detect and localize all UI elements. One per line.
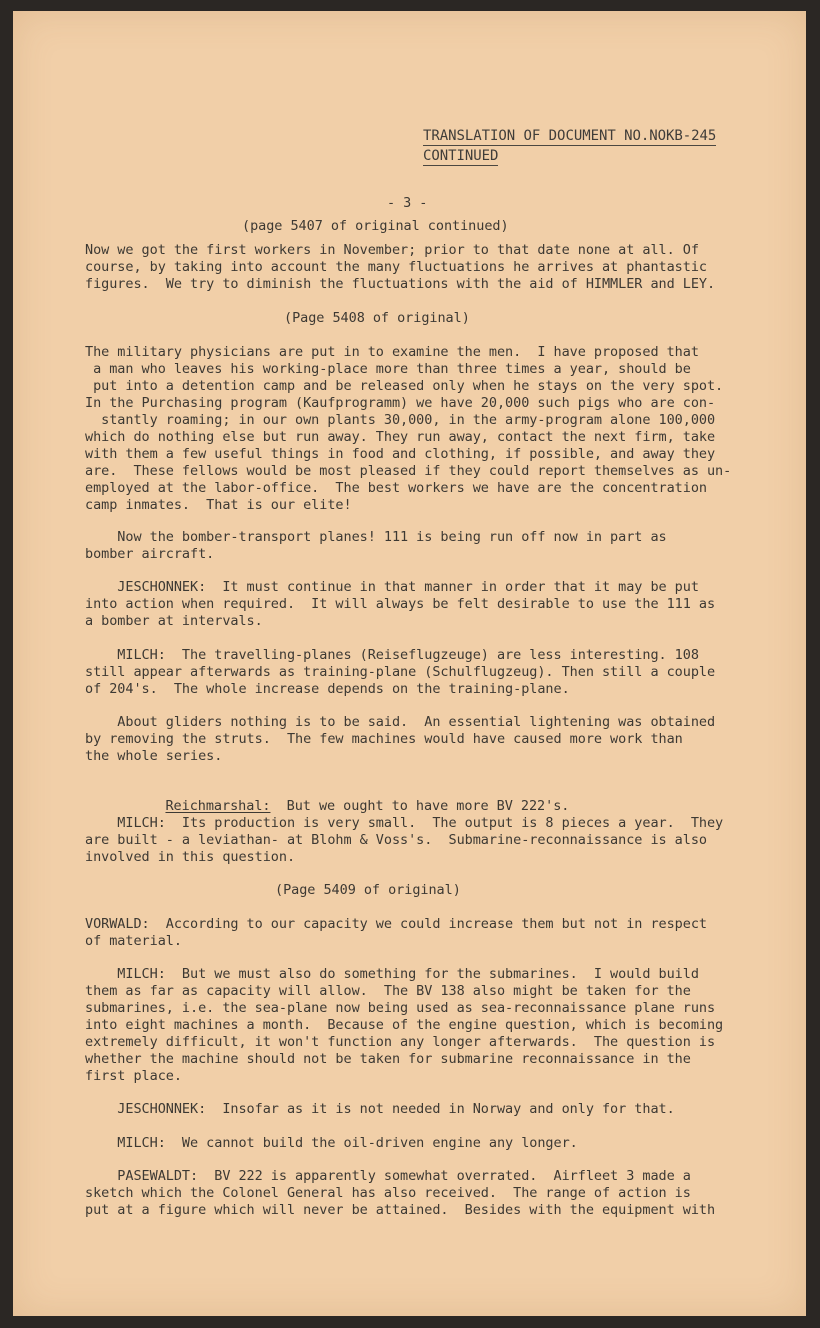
document-page bbox=[13, 11, 806, 1316]
paragraph: MILCH: The travelling-planes (Reiseflugzeuge) are less interesting. 108 still appear afterwards as training-plane (Schulflugzeug). Then still a couple of 204's. The whole increase depends on the training-plane. bbox=[85, 647, 716, 697]
paragraph: PASEWALDT: BV 222 is apparently somewhat overrated. Airfleet 3 made a sketch which the Colonel General has also received. The range of action is put at a figure which will never be attained. Besides with the equipment with bbox=[85, 1168, 716, 1218]
paragraph: About gliders nothing is to be said. An essential lightening was obtained by removing the struts. The few machines would have caused more work than the whole series. bbox=[85, 714, 716, 764]
page-caption: (Page 5408 of original) bbox=[284, 310, 470, 326]
paragraph: JESCHONNEK: Insofar as it is not needed in Norway and only for that. bbox=[85, 1101, 675, 1117]
speaker-label-text: Reichmarshal: bbox=[165, 798, 271, 814]
page-number: - 3 - bbox=[387, 195, 428, 211]
paragraph: MILCH: But we must also do something for the submarines. I would build them as far as capacity will allow. The BV 138 also might be taken for the submarines, i.e. the sea-plane now being used as sea-reconnaissance plane runs into eight machines a month. Because of the engine question, which is becoming extremely difficult, it won't function any longer afterwards. The question is whether the machine should not be taken for submarine reconnaissance in the first place. bbox=[85, 966, 724, 1084]
paragraph: JESCHONNEK: It must continue in that manner in order that it may be put into action when required. It will always be felt desirable to use the 111 as a bomber at intervals. bbox=[85, 579, 716, 629]
paragraph: VORWALD: According to our capacity we could increase them but not in respect of material. bbox=[85, 916, 707, 949]
page-caption: (page 5407 of original continued) bbox=[242, 218, 509, 234]
header-line-2: CONTINUED bbox=[423, 148, 499, 164]
page-caption: (Page 5409 of original) bbox=[275, 882, 461, 898]
paragraph: MILCH: We cannot build the oil-driven engine any longer. bbox=[85, 1135, 578, 1151]
paragraph: MILCH: Its production is very small. The output is 8 pieces a year. They are built - a leviathan- at Blohm & Voss's. Submarine-reconnaissance is also involved in this question. bbox=[85, 815, 724, 865]
paragraph: Now we got the first workers in November; prior to that date none at all. Of course, by taking into account the many fluctuations he arrives at phantastic figures. We try to diminish the fluctuations with the aid of HIMMLER and LEY. bbox=[85, 242, 716, 292]
speech-text: But we ought to have more BV 222's. bbox=[270, 798, 570, 814]
document-header bbox=[423, 127, 716, 167]
header-line-1: TRANSLATION OF DOCUMENT NO.NOKB-245 bbox=[423, 128, 717, 144]
paragraph: Now the bomber-transport planes! 111 is being run off now in part as bomber aircraft. bbox=[85, 529, 667, 562]
paragraph: The military physicians are put in to examine the men. I have proposed that a man who leaves his working-place more than three times a year, should be put into a detention camp and be released only when he stays on the very spot. In the Purchasing program (Kaufprogramm) we have 20,000 such pigs who are con- stantly roaming; in our own plants 30,000, in the army-program alone 100,000 which do nothing else but run away. They run away, contact the next firm, take with them a few useful things in food and clothing, if possible, and away they are. These fellows would be most pleased if they could report themselves as un- employed at the labor-office. The best workers we have are the concentration camp inmates. That is our elite! bbox=[85, 344, 732, 513]
